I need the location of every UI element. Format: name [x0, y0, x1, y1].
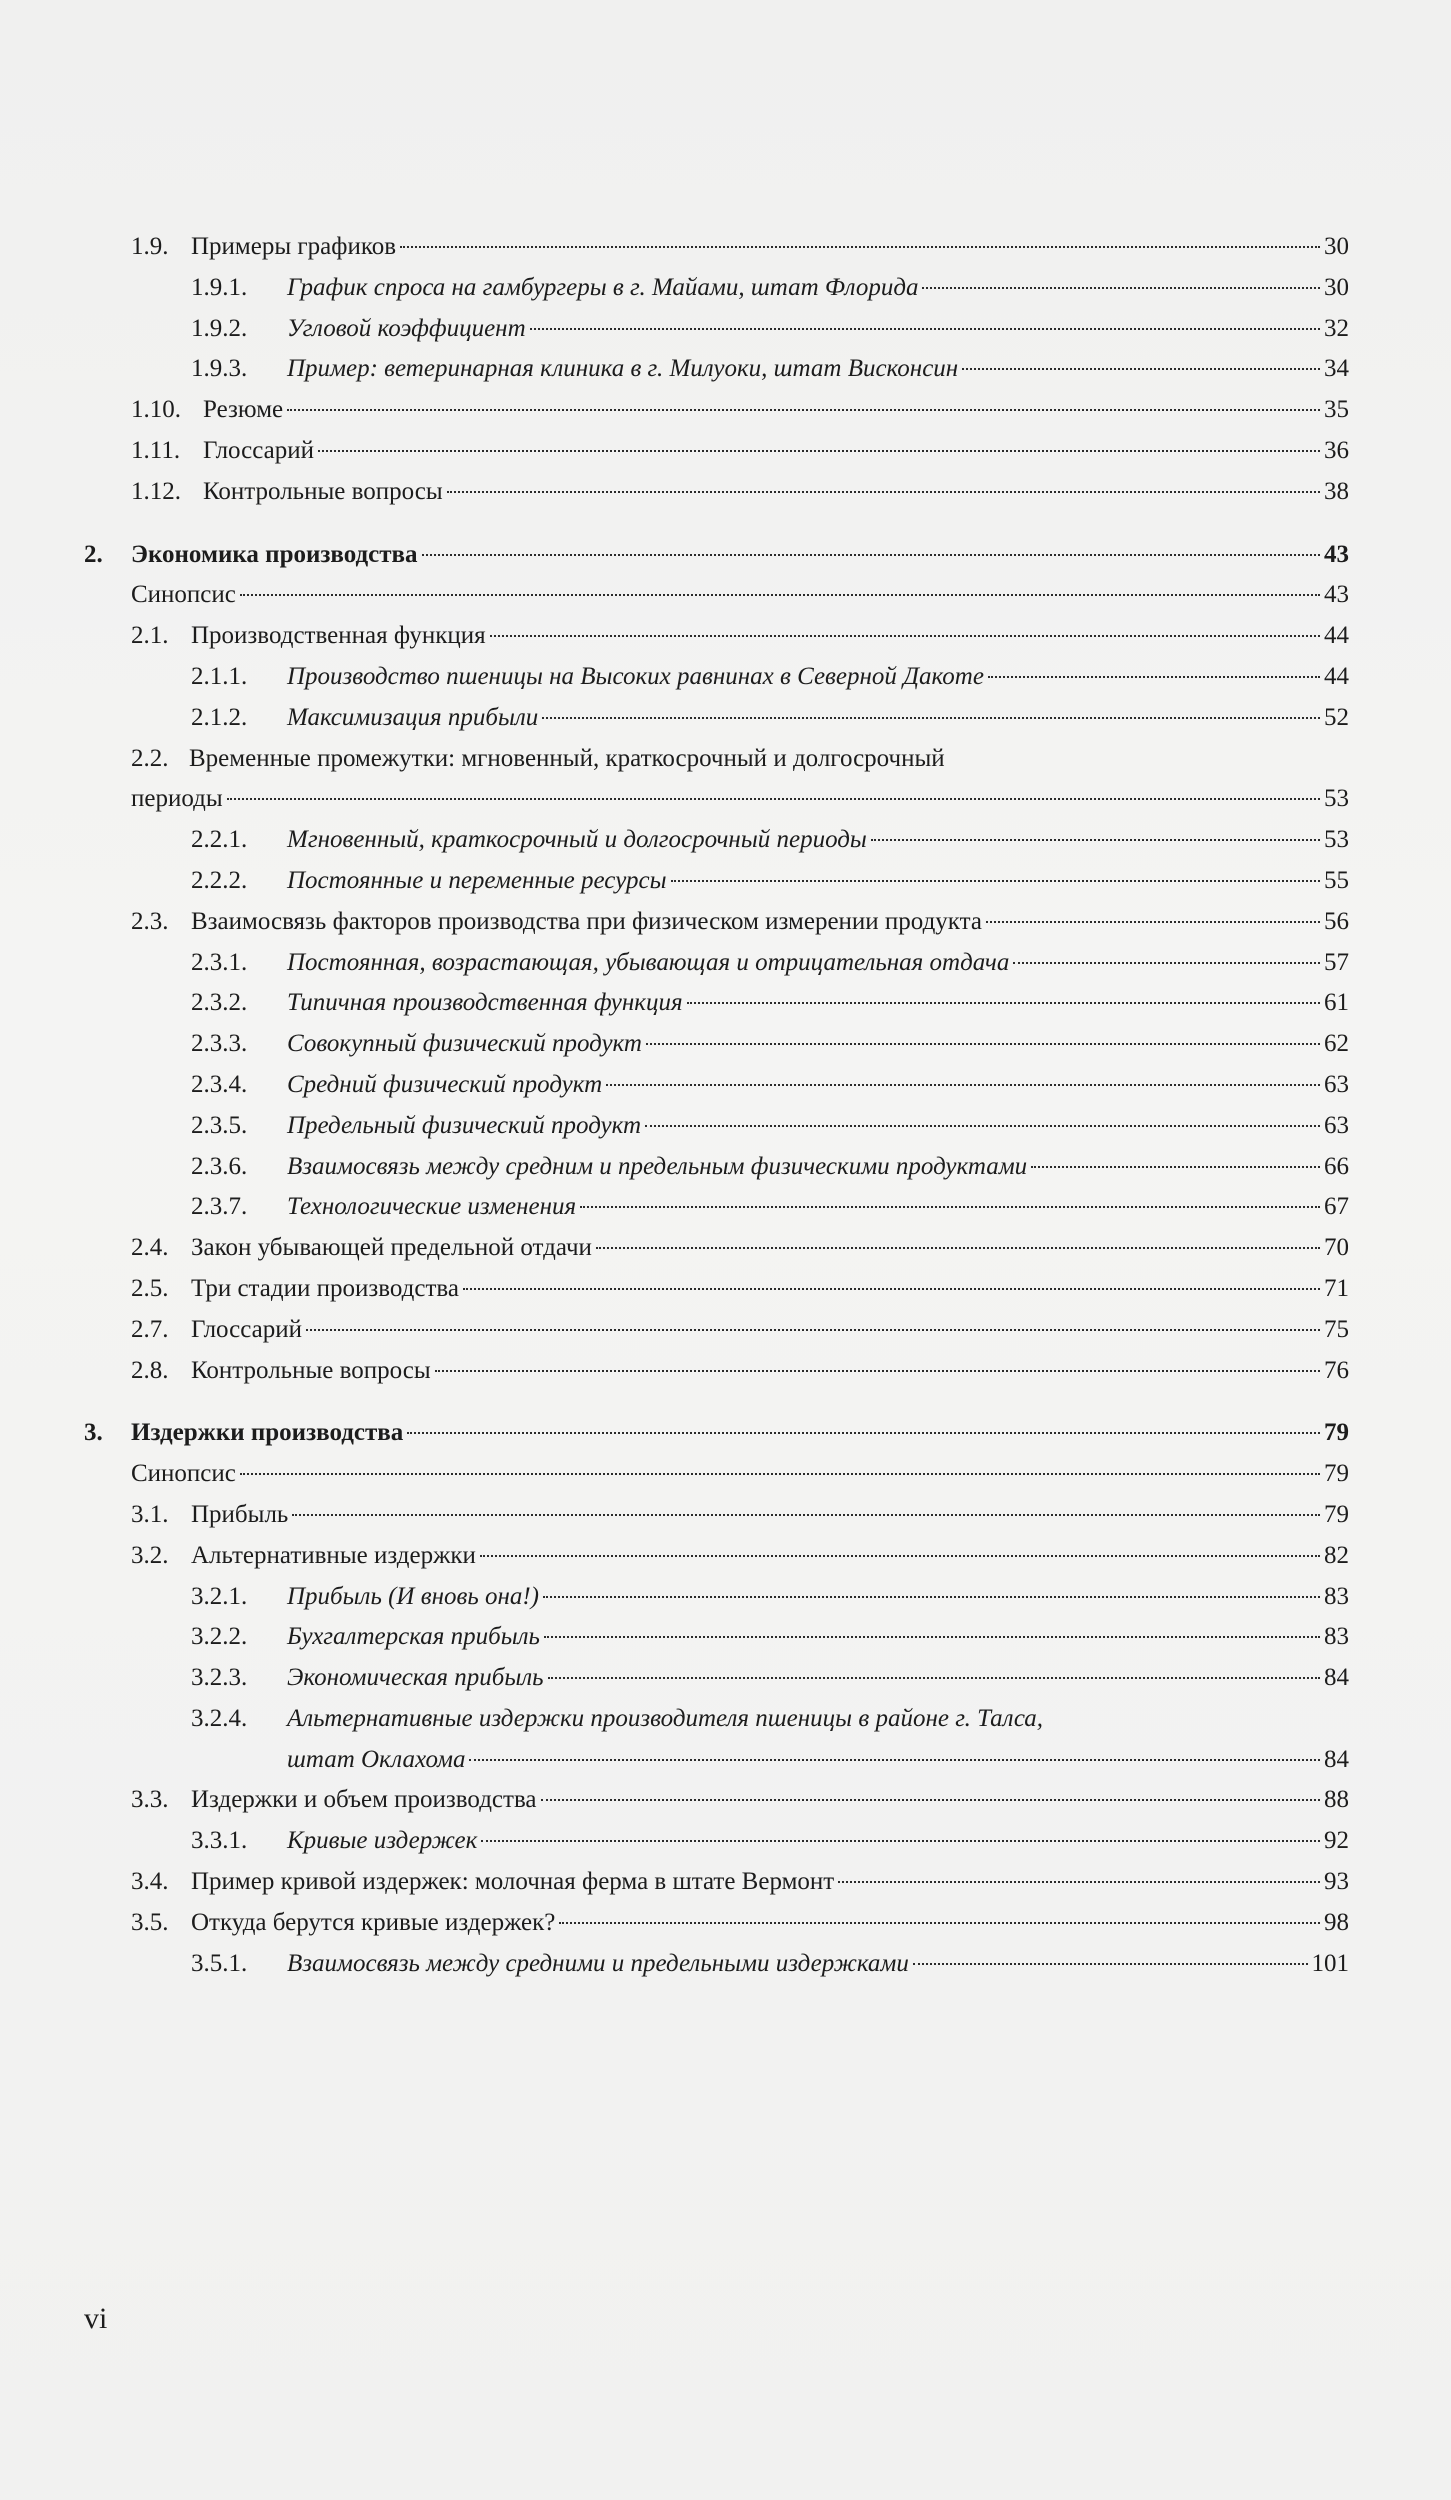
toc-page-number: 70	[1324, 1234, 1349, 1262]
toc-entry-row	[191, 349, 1349, 390]
toc-page-number: 83	[1324, 1623, 1349, 1651]
toc-page-number: 66	[1324, 1152, 1349, 1180]
toc-page-number: 63	[1324, 1070, 1349, 1098]
toc-page-number: 63	[1324, 1111, 1349, 1139]
toc-entry-number: 1.11.	[131, 436, 181, 464]
toc-subsection	[84, 309, 1349, 350]
dot-leader	[580, 1206, 1320, 1208]
dot-leader	[606, 1084, 1320, 1086]
toc-entry-title: Средний физический продукт	[287, 1070, 603, 1098]
toc-entry-number: 3.5.	[131, 1908, 169, 1936]
toc-page-number: 61	[1324, 989, 1349, 1017]
toc-page-number: 98	[1324, 1908, 1349, 1936]
dot-leader	[1031, 1166, 1320, 1168]
toc-entry-number: 2.2.1.	[191, 826, 248, 854]
toc-entry-row	[131, 227, 1349, 268]
page-folio: vi	[84, 2302, 108, 2335]
dot-leader	[400, 246, 1320, 248]
toc-entry-title: Синопсис	[131, 581, 236, 609]
toc-entry-number: 2.3.1.	[191, 948, 248, 976]
toc-subsection	[84, 1147, 1349, 1188]
toc-entry-row	[131, 1536, 1349, 1577]
toc-entry-row	[131, 1903, 1349, 1944]
dot-leader	[543, 1596, 1320, 1598]
toc-entry-number: 2.1.1.	[191, 662, 248, 690]
toc-entry-row	[191, 861, 1349, 902]
toc-entry-row	[131, 1310, 1349, 1351]
toc-entry-title: Резюме	[203, 396, 284, 424]
toc-entry-number: 2.3.4.	[191, 1070, 248, 1098]
toc-entry-title: Пример: ветеринарная клиника в г. Милуоки, штат Висконсин	[287, 355, 959, 383]
toc-entry-title: Глоссарий	[203, 436, 315, 464]
toc-entry-number: 3.4.	[131, 1868, 169, 1896]
toc-entry-title: Альтернативные издержки	[191, 1541, 476, 1569]
toc-entry-row	[131, 1228, 1349, 1269]
toc-subsection	[84, 657, 1349, 698]
toc-section	[84, 1780, 1349, 1821]
toc-entry-title: Мгновенный, краткосрочный и долгосрочный периоды	[287, 826, 867, 854]
toc-entry-title: Технологические изменения	[287, 1193, 577, 1221]
toc-chapter	[84, 1413, 1349, 1454]
toc-entry-row	[191, 943, 1349, 984]
toc-entry-row	[131, 1454, 1349, 1495]
toc-page-number: 44	[1324, 662, 1349, 690]
toc-entry-number: 2.2.	[131, 744, 169, 772]
toc-subsection	[84, 698, 1349, 739]
toc-entry-row	[191, 309, 1349, 350]
toc-entry-row	[131, 1780, 1349, 1821]
toc-entry-row	[191, 1147, 1349, 1188]
toc-entry-number: 2.	[84, 540, 103, 568]
toc-entry-title: Издержки и объем производства	[191, 1786, 537, 1814]
toc-entry-number: 3.1.	[131, 1500, 169, 1528]
toc-entry-title: Примеры графиков	[191, 233, 397, 260]
toc-entry-number: 2.4.	[131, 1234, 169, 1262]
toc-section	[84, 1903, 1349, 1944]
toc-entry-title: Взаимосвязь между средними и предельными издержками	[287, 1949, 909, 1977]
toc-entry-number: 1.9.3.	[191, 355, 248, 383]
toc-page-number: 76	[1324, 1356, 1349, 1384]
toc-page-number: 55	[1324, 866, 1349, 894]
toc-entry-number: 2.3.3.	[191, 1030, 248, 1058]
dot-leader	[480, 1555, 1320, 1557]
toc-entry-title: Контрольные вопросы	[191, 1356, 431, 1384]
toc-subsection	[84, 1658, 1349, 1699]
toc-page-number: 44	[1324, 622, 1349, 650]
dot-leader	[407, 1432, 1320, 1434]
dot-leader	[541, 1799, 1320, 1801]
toc-entry-number: 3.	[84, 1419, 103, 1447]
toc-section	[84, 616, 1349, 657]
toc-entry-title: Издержки производства	[131, 1419, 404, 1447]
toc-entry-title: Кривые издержек	[287, 1827, 478, 1855]
toc-entry-title: Максимизация прибыли	[287, 703, 539, 731]
toc-entry-row	[191, 268, 1349, 309]
dot-leader	[240, 594, 1320, 596]
toc-subsection	[84, 1617, 1349, 1658]
toc-entry-number: 3.2.1.	[191, 1582, 248, 1610]
toc-entry-row	[191, 698, 1349, 739]
toc-entry-row	[131, 616, 1349, 657]
toc-entry-title: График спроса на гамбургеры в г. Майами, штат Флорида	[287, 273, 919, 301]
toc-entry-title: Постоянная, возрастающая, убывающая и отрицательная отдача	[287, 948, 1010, 976]
toc-entry-title: Постоянные и переменные ресурсы	[287, 866, 667, 894]
toc-entry-number: 2.3.	[131, 907, 169, 935]
dot-leader	[318, 450, 1320, 452]
dot-leader	[447, 491, 1320, 493]
dot-leader	[227, 798, 1320, 800]
toc-section	[84, 472, 1349, 513]
dot-leader	[838, 1881, 1320, 1883]
dot-leader	[913, 1963, 1308, 1965]
toc-entry-row	[131, 390, 1349, 431]
toc-entry-title: Производство пшеницы на Высоких равнинах в Северной Дакоте	[287, 662, 984, 690]
toc-entry-row	[191, 1065, 1349, 1106]
dot-leader	[645, 1125, 1320, 1127]
toc-section	[84, 1269, 1349, 1310]
toc-entry-row	[191, 657, 1349, 698]
toc-section	[84, 1862, 1349, 1903]
toc-entry-title: Закон убывающей предельной отдачи	[191, 1234, 592, 1262]
dot-leader	[646, 1043, 1320, 1045]
toc-subsection	[84, 349, 1349, 390]
dot-leader	[986, 921, 1320, 923]
toc-page-number: 84	[1324, 1745, 1349, 1773]
toc-page-number: 52	[1324, 703, 1349, 731]
dot-leader	[544, 1636, 1320, 1638]
toc-page-number: 30	[1324, 273, 1349, 301]
toc-entry-number: 2.8.	[131, 1356, 169, 1384]
toc-page-number: 92	[1324, 1827, 1349, 1855]
toc-page-number: 38	[1324, 477, 1349, 505]
dot-leader	[422, 554, 1320, 556]
toc-page-number: 53	[1324, 826, 1349, 854]
toc-entry-number: 3.5.1.	[191, 1949, 248, 1977]
toc-section	[84, 227, 1349, 268]
toc-subsection	[84, 1024, 1349, 1065]
toc-entry-row	[131, 1269, 1349, 1310]
toc-entry-title: Совокупный физический продукт	[287, 1030, 642, 1058]
toc-entry-row	[191, 1617, 1349, 1658]
toc-entry-number: 2.3.6.	[191, 1152, 248, 1180]
toc-entry-row	[191, 1944, 1349, 1985]
dot-leader	[871, 839, 1320, 841]
toc-entry-title: Альтернативные издержки производителя пшеницы в районе г. Талса,	[287, 1704, 1044, 1732]
table-of-contents	[84, 227, 1349, 1984]
toc-entry-title: Предельный физический продукт	[287, 1111, 642, 1139]
toc-page-number: 32	[1324, 314, 1349, 342]
dot-leader	[292, 1514, 1320, 1516]
toc-entry-number: 2.3.5.	[191, 1111, 248, 1139]
toc-section	[84, 902, 1349, 943]
toc-page-number: 83	[1324, 1582, 1349, 1610]
dot-leader	[922, 287, 1320, 289]
toc-entry-row	[191, 1106, 1349, 1147]
dot-leader	[287, 409, 1320, 411]
toc-section	[84, 390, 1349, 431]
toc-section	[84, 739, 1349, 821]
toc-entry-number: 2.3.7.	[191, 1193, 248, 1221]
toc-entry-first-line	[131, 739, 1349, 780]
toc-page-number: 75	[1324, 1315, 1349, 1343]
toc-entry-title: Глоссарий	[191, 1315, 303, 1343]
toc-entry-title: Прибыль (И вновь она!)	[287, 1582, 540, 1610]
toc-page-number: 43	[1324, 540, 1349, 568]
toc-entry-row	[191, 1187, 1349, 1228]
toc-entry-number: 3.2.3.	[191, 1664, 248, 1692]
toc-entry-title: Угловой коэффициент	[287, 314, 526, 342]
dot-leader	[596, 1247, 1320, 1249]
dot-leader	[962, 368, 1320, 370]
toc-entry-row	[131, 1495, 1349, 1536]
toc-entry-title: Прибыль	[191, 1500, 289, 1528]
toc-section	[84, 1351, 1349, 1392]
toc-subsection	[84, 1944, 1349, 1985]
dot-leader	[490, 635, 1320, 637]
toc-entry-number: 3.3.	[131, 1786, 169, 1814]
toc-section	[84, 431, 1349, 472]
toc-entry-number: 3.2.4.	[191, 1704, 248, 1732]
toc-page-number: 67	[1324, 1193, 1349, 1221]
toc-subsection	[84, 861, 1349, 902]
toc-page-number: 71	[1324, 1274, 1349, 1302]
toc-page-number: 88	[1324, 1786, 1349, 1814]
toc-entry-number: 1.10.	[131, 396, 181, 424]
toc-entry-number: 1.12.	[131, 477, 181, 505]
toc-page-number: 43	[1324, 581, 1349, 609]
toc-entry-number: 3.2.	[131, 1541, 169, 1569]
dot-leader	[988, 676, 1320, 678]
toc-entry-row	[131, 1862, 1349, 1903]
toc-entry-row	[84, 535, 1349, 576]
toc-entry-title: Откуда берутся кривые издержек?	[191, 1908, 556, 1936]
toc-entry-row	[191, 1658, 1349, 1699]
toc-entry-title: Временные промежутки: мгновенный, краткосрочный и долгосрочный	[189, 744, 945, 772]
toc-page-number: 79	[1324, 1500, 1349, 1528]
dot-leader	[240, 1473, 1320, 1475]
toc-subsection	[84, 1187, 1349, 1228]
toc-entry-row	[131, 1351, 1349, 1392]
toc-entry-title: Три стадии производства	[191, 1274, 459, 1302]
toc-entry-number: 3.3.1.	[191, 1827, 248, 1855]
toc-entry-title: Производственная функция	[191, 622, 486, 650]
toc-subsection	[84, 1106, 1349, 1147]
toc-entry-row	[191, 1024, 1349, 1065]
toc-subsection	[84, 1699, 1349, 1781]
toc-entry-number: 2.1.	[131, 622, 169, 650]
dot-leader	[1013, 962, 1320, 964]
toc-page-number: 62	[1324, 1030, 1349, 1058]
toc-entry-number: 2.5.	[131, 1274, 169, 1302]
toc-subsection	[84, 1065, 1349, 1106]
toc-entry-row	[191, 1577, 1349, 1618]
toc-entry-title: Взаимосвязь факторов производства при физическом измерении продукта	[191, 907, 982, 935]
toc-entry-row	[84, 1413, 1349, 1454]
toc-entry-row	[131, 472, 1349, 513]
toc-section	[84, 575, 1349, 616]
toc-page-number: 34	[1324, 355, 1349, 383]
toc-entry-title-continued: штат Оклахома	[287, 1745, 466, 1773]
toc-entry-title: Контрольные вопросы	[203, 477, 443, 505]
toc-entry-row	[131, 575, 1349, 616]
toc-page-number: 53	[1324, 785, 1349, 813]
toc-subsection	[84, 983, 1349, 1024]
dot-leader	[542, 717, 1320, 719]
toc-entry-title: Синопсис	[131, 1460, 236, 1488]
toc-entry-number: 2.7.	[131, 1315, 169, 1343]
dot-leader	[548, 1677, 1320, 1679]
toc-section	[84, 1310, 1349, 1351]
toc-section	[84, 1228, 1349, 1269]
toc-entry-title: Экономическая прибыль	[287, 1664, 544, 1692]
dot-leader	[481, 1840, 1320, 1842]
toc-entry-first-line	[191, 1699, 1349, 1740]
toc-page-number: 35	[1324, 396, 1349, 424]
toc-page-number: 57	[1324, 948, 1349, 976]
toc-page-number: 101	[1311, 1949, 1349, 1977]
toc-page-number: 56	[1324, 907, 1349, 935]
toc-page-number: 84	[1324, 1664, 1349, 1692]
toc-subsection	[84, 1577, 1349, 1618]
toc-section	[84, 1495, 1349, 1536]
toc-entry-number: 1.9.1.	[191, 273, 248, 301]
toc-chapter	[84, 535, 1349, 576]
toc-page-number: 93	[1324, 1868, 1349, 1896]
toc-entry-number: 2.1.2.	[191, 703, 248, 731]
toc-entry-row	[131, 779, 1349, 820]
toc-entry-title: Пример кривой издержек: молочная ферма в штате Вермонт	[191, 1868, 835, 1896]
toc-entry-number: 1.9.	[131, 233, 169, 260]
toc-entry-title-continued: периоды	[131, 785, 223, 813]
toc-subsection	[84, 820, 1349, 861]
toc-entry-title: Бухгалтерская прибыль	[287, 1623, 540, 1651]
toc-entry-row	[131, 902, 1349, 943]
dot-leader	[687, 1002, 1320, 1004]
toc-subsection	[84, 268, 1349, 309]
dot-leader	[671, 880, 1320, 882]
dot-leader	[306, 1329, 1320, 1331]
dot-leader	[435, 1370, 1320, 1372]
toc-entry-row	[131, 431, 1349, 472]
toc-section	[84, 1454, 1349, 1495]
toc-page-number: 30	[1324, 233, 1349, 260]
toc-entry-number: 3.2.2.	[191, 1623, 248, 1651]
toc-entry-number: 2.2.2.	[191, 866, 248, 894]
toc-subsection	[84, 943, 1349, 984]
dot-leader	[530, 328, 1320, 330]
toc-page-number: 82	[1324, 1541, 1349, 1569]
toc-page-number: 79	[1324, 1460, 1349, 1488]
toc-entry-row	[191, 983, 1349, 1024]
toc-page-number: 36	[1324, 436, 1349, 464]
dot-leader	[559, 1922, 1320, 1924]
dot-leader	[469, 1759, 1320, 1761]
dot-leader	[463, 1288, 1320, 1290]
toc-section	[84, 1536, 1349, 1577]
toc-entry-title: Типичная производственная функция	[287, 989, 683, 1017]
toc-entry-row	[191, 1740, 1349, 1781]
toc-entry-title: Взаимосвязь между средним и предельным физическими продуктами	[287, 1152, 1028, 1180]
toc-entry-number: 2.3.2.	[191, 989, 248, 1017]
toc-entry-row	[191, 820, 1349, 861]
toc-entry-number: 1.9.2.	[191, 314, 248, 342]
toc-page-number: 79	[1324, 1419, 1349, 1447]
toc-entry-row	[191, 1821, 1349, 1862]
toc-subsection	[84, 1821, 1349, 1862]
toc-entry-title: Экономика производства	[131, 540, 418, 568]
